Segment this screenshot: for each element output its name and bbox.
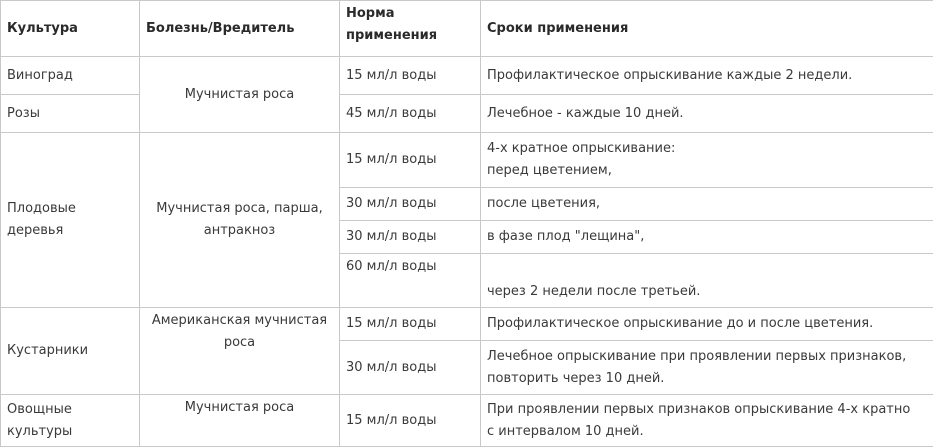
cell-timing: в фазе плод "лещина", xyxy=(481,221,933,254)
cell-norm: 60 мл/л воды xyxy=(340,254,481,308)
table-row xyxy=(1,395,933,447)
cell-timing: Профилактическое опрыскивание до и после цветения. xyxy=(481,308,933,341)
table-row xyxy=(1,133,933,188)
cell-timing xyxy=(481,341,933,395)
cell-norm: 45 мл/л воды xyxy=(340,95,481,133)
cell-norm: 30 мл/л воды xyxy=(340,221,481,254)
cell-timing xyxy=(481,133,933,188)
header-norm xyxy=(340,1,481,57)
table-row xyxy=(1,308,933,341)
cell-norm: 15 мл/л воды xyxy=(340,395,481,447)
cell-norm: 30 мл/л воды xyxy=(340,188,481,221)
cell-disease: Американская мучнистая роса xyxy=(140,308,340,395)
cell-timing-line1: 4-х кратное опрыскивание: xyxy=(487,141,676,156)
table-row xyxy=(1,57,933,95)
cell-disease: Мучнистая роса, парша, антракноз xyxy=(140,133,340,308)
header-timing: Сроки применения xyxy=(481,1,933,57)
cell-timing: через 2 недели после третьей. xyxy=(481,254,933,308)
cell-culture: Плодовые деревья xyxy=(1,133,140,308)
cell-timing-line2: перед цветением, xyxy=(487,163,612,178)
cell-disease: Мучнистая роса xyxy=(140,57,340,133)
cell-norm: 15 мл/л воды xyxy=(340,308,481,341)
cell-norm: 15 мл/л воды xyxy=(340,57,481,95)
cell-timing: после цветения, xyxy=(481,188,933,221)
header-disease: Болезнь/Вредитель xyxy=(140,1,340,57)
header-norm-line2: применения xyxy=(346,28,438,43)
header-norm-line1: Норма xyxy=(346,6,395,21)
cell-timing-line1: Лечебное опрыскивание при проявлении первых признаков, xyxy=(487,348,907,364)
cell-norm: 15 мл/л воды xyxy=(340,133,481,188)
header-culture: Культура xyxy=(1,1,140,57)
cell-timing xyxy=(481,395,933,447)
cell-timing-line1: При проявлении первых признаков опрыскивание 4-х кратно xyxy=(487,401,911,417)
cell-culture: Овощные культуры xyxy=(1,395,140,447)
cell-timing: Лечебное - каждые 10 дней. xyxy=(481,95,933,133)
cell-culture: Виноград xyxy=(1,57,140,95)
cell-timing: Профилактическое опрыскивание каждые 2 недели. xyxy=(481,57,933,95)
cell-timing-line2: повторить через 10 дней. xyxy=(487,370,665,386)
cell-timing-line2: с интервалом 10 дней. xyxy=(487,423,644,439)
cell-disease: Мучнистая роса xyxy=(140,395,340,447)
cell-culture: Розы xyxy=(1,95,140,133)
table-header-row xyxy=(1,1,933,57)
cell-culture: Кустарники xyxy=(1,308,140,395)
cell-norm: 30 мл/л воды xyxy=(340,341,481,395)
